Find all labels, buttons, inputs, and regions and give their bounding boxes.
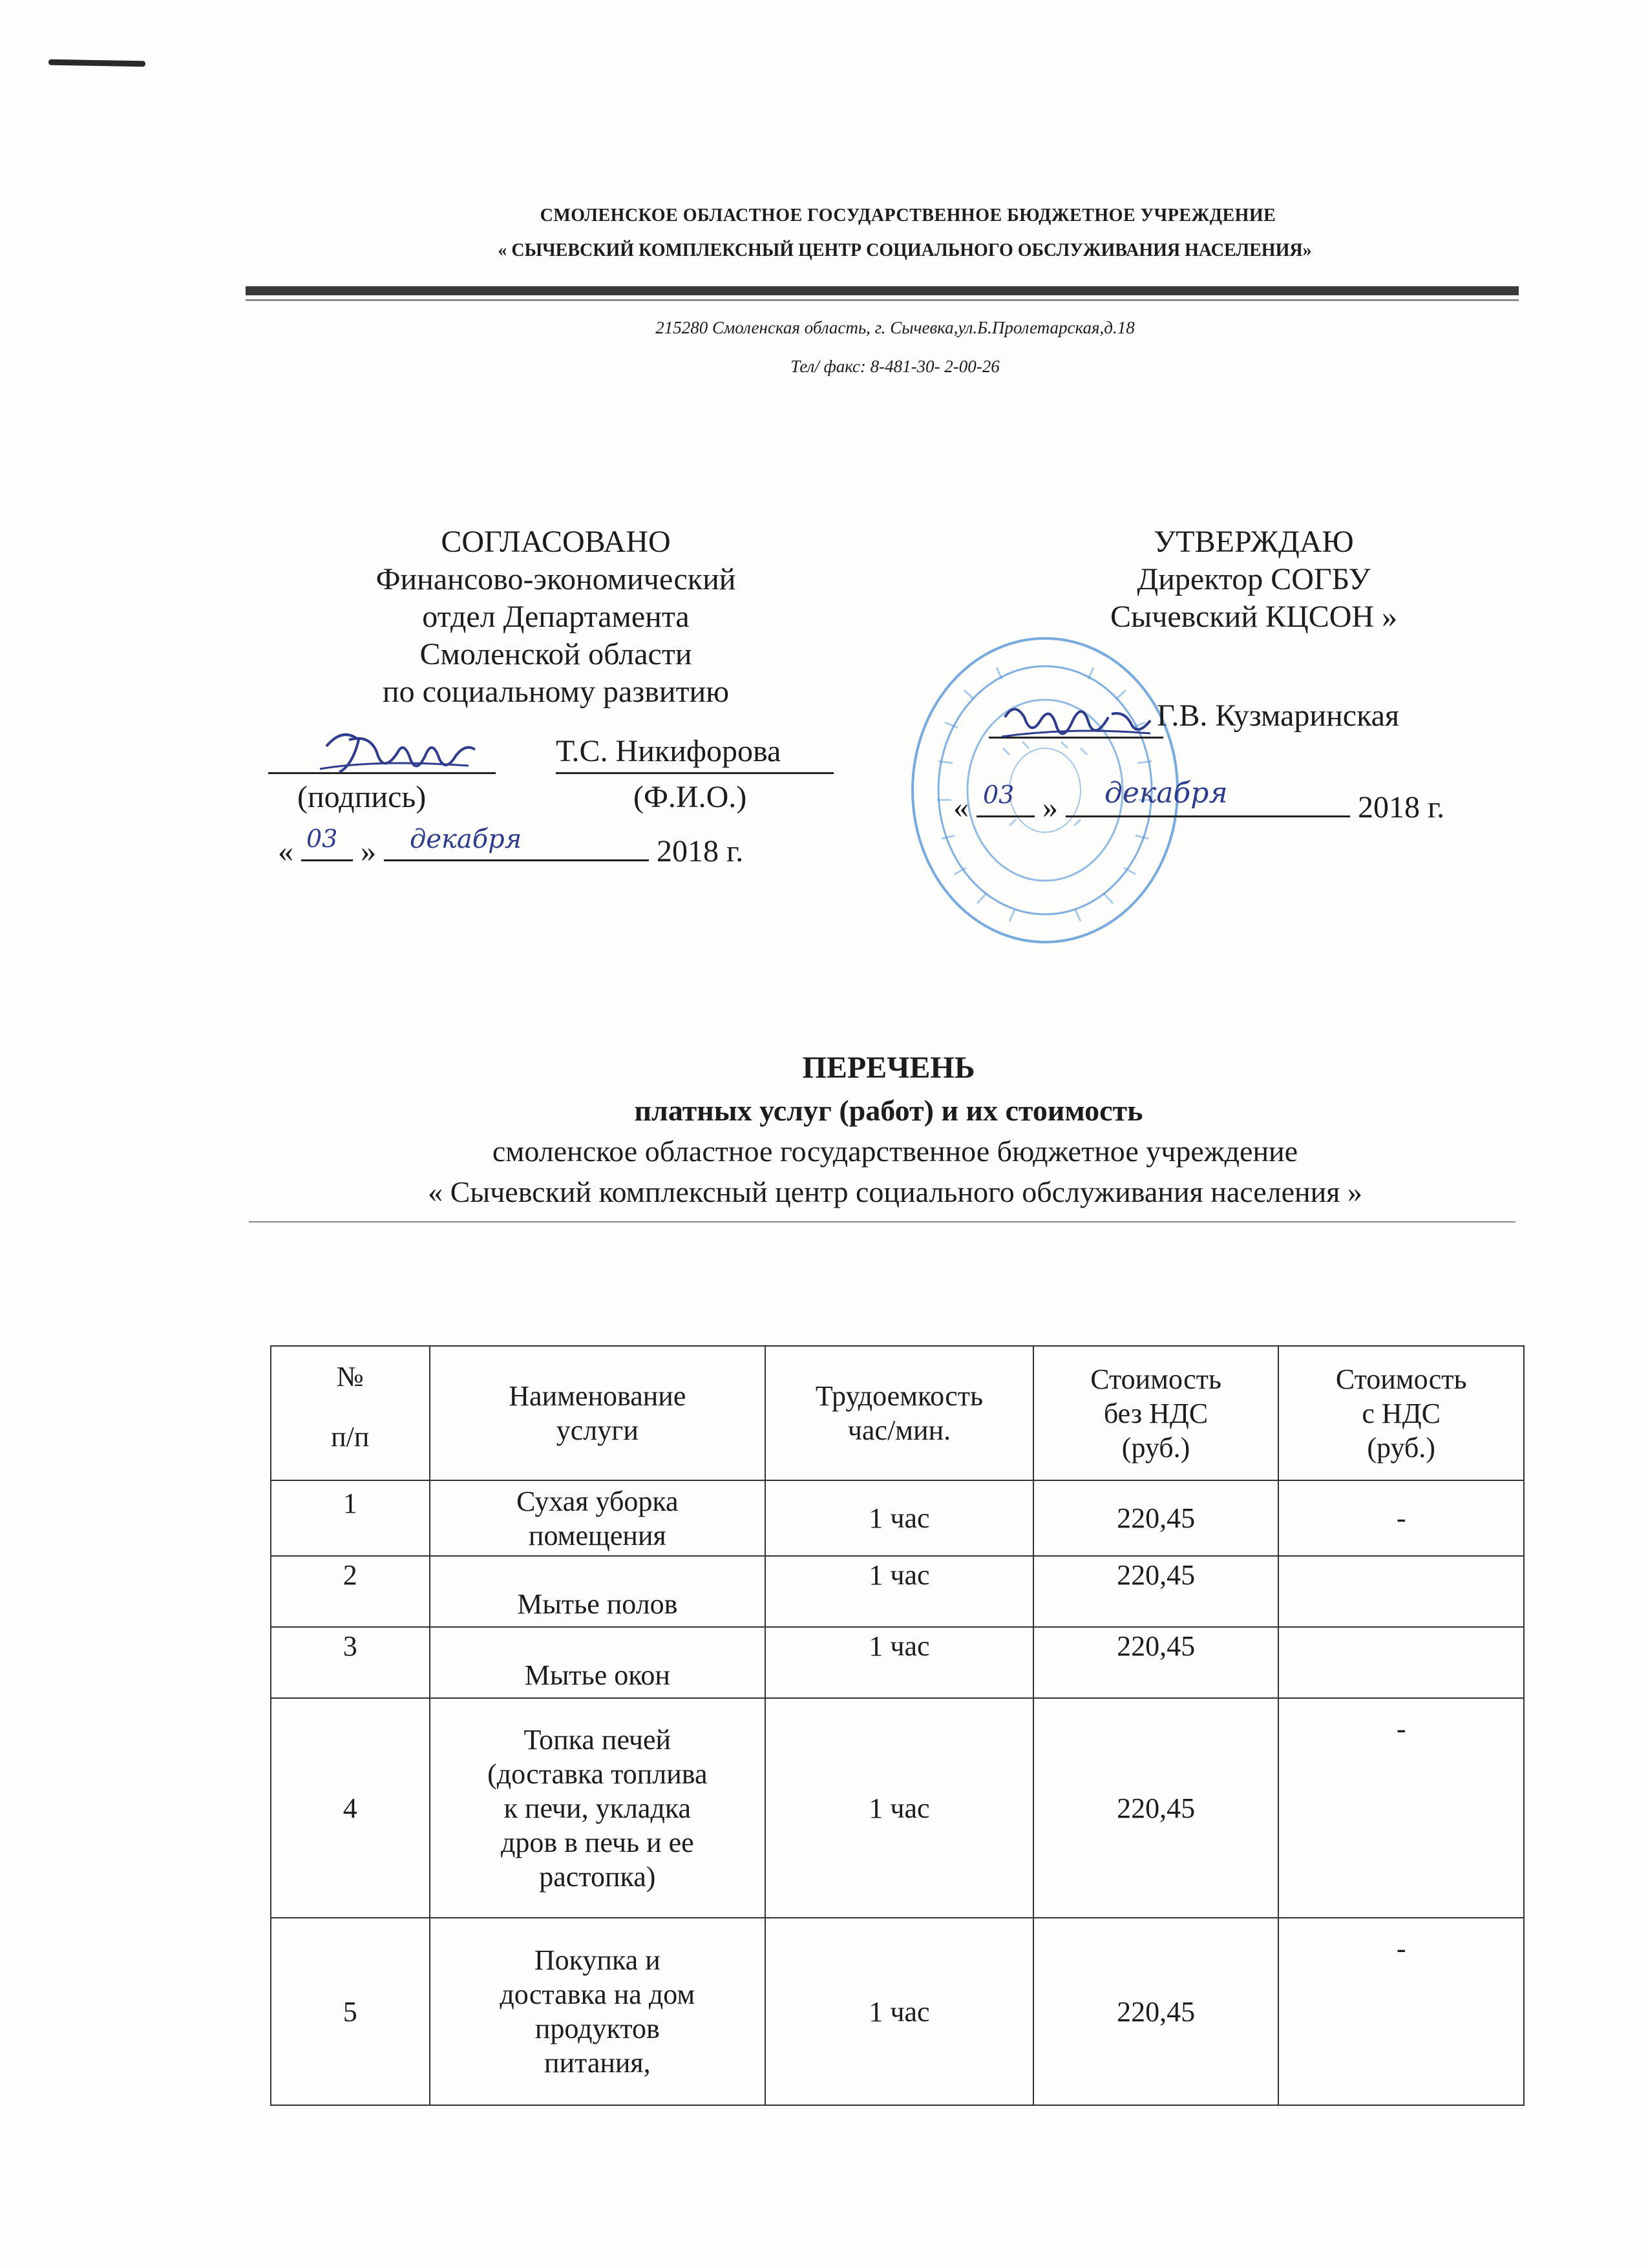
- row-cost: 220,45: [1033, 1556, 1279, 1627]
- approval-right-heading: УТВЕРЖДАЮ: [1154, 525, 1354, 559]
- date-right-year: 2018 г.: [1358, 790, 1445, 824]
- institution-line1: смоленское областное государственное бюджетное учреждение: [492, 1135, 1298, 1168]
- approval-right-date: [953, 777, 1445, 825]
- row-vat: [1278, 1556, 1524, 1627]
- header-rule-thick: [246, 286, 1519, 295]
- header-cost-without-vat: Стоимость без НДС (руб.): [1033, 1346, 1279, 1480]
- approval-left-line4: по социальному развитию: [382, 675, 730, 709]
- approval-left-line1: Финансово-экономический: [375, 562, 736, 596]
- row-cost: 220,45: [1033, 1627, 1279, 1698]
- row-labor: 1 час: [765, 1627, 1033, 1698]
- row-vat: -: [1278, 1480, 1524, 1556]
- approval-left-signature-row: [268, 733, 837, 779]
- corner-mark: [48, 59, 145, 67]
- approval-right-name: Г.В. Кузмаринская: [1157, 698, 1400, 733]
- date-right-day-line: [977, 781, 1035, 817]
- table-row: [271, 1627, 1524, 1698]
- date-right-month: декабря: [1104, 777, 1228, 810]
- table-row: [271, 1556, 1524, 1627]
- date-right-day: 03: [983, 781, 1015, 809]
- row-vat: -: [1278, 1698, 1524, 1918]
- row-cost: 220,45: [1033, 1480, 1279, 1556]
- row-cost: 220,45: [1033, 1698, 1279, 1918]
- table-header-row: [271, 1346, 1524, 1480]
- header-labor: Трудоемкость час/мин.: [765, 1346, 1033, 1480]
- row-number: 4: [271, 1698, 430, 1918]
- row-labor: 1 час: [765, 1918, 1033, 2105]
- row-vat: -: [1278, 1918, 1524, 2105]
- row-cost: 220,45: [1033, 1918, 1279, 2105]
- row-labor: 1 час: [765, 1698, 1033, 1918]
- row-number: 1: [271, 1480, 430, 1556]
- title-rule: [249, 1221, 1516, 1223]
- header-cost-with-vat: Стоимость с НДС (руб.): [1278, 1346, 1524, 1480]
- handwritten-signature-right: [995, 691, 1157, 756]
- org-phone: Тел/ факс: 8-481-30- 2-00-26: [790, 357, 1000, 376]
- org-name-line1: СМОЛЕНСКОЕ ОБЛАСТНОЕ ГОСУДАРСТВЕННОЕ БЮДЖЕТНОЕ УЧРЕЖДЕНИЕ: [540, 205, 1276, 226]
- row-service-name: Сухая уборка помещения: [430, 1480, 766, 1556]
- document-title: ПЕРЕЧЕНЬ: [802, 1051, 975, 1085]
- org-address: 215280 Смоленская область, г. Сычевка,ул.Б.Пролетарская,д.18: [655, 318, 1135, 337]
- header-rule-thin: [246, 299, 1519, 301]
- institution-line2: « Сычевский комплексный центр социального обслуживания населения »: [428, 1175, 1362, 1208]
- org-name-line2: « СЫЧЕВСКИЙ КОМПЛЕКСНЫЙ ЦЕНТР СОЦИАЛЬНОГО ОБСЛУЖИВАНИЯ НАСЕЛЕНИЯ»: [498, 240, 1312, 260]
- row-number: 5: [271, 1918, 430, 2105]
- name-line-left: [556, 772, 834, 774]
- approval-right-line1: Директор СОГБУ: [1137, 562, 1371, 596]
- caption-name: (Ф.И.О.): [633, 780, 747, 814]
- date-left-day-line: [301, 824, 353, 861]
- row-labor: 1 час: [765, 1556, 1033, 1627]
- approval-left-block: [259, 523, 853, 711]
- row-service-name: Топка печей (доставка топлива к печи, укладка дров в печь и ее растопка): [430, 1698, 766, 1918]
- row-service-name: Покупка и доставка на дом продуктов питания,: [430, 1918, 766, 2105]
- approval-left-line3: Смоленской области: [419, 637, 692, 671]
- table-row: [271, 1480, 1524, 1556]
- date-left-month: декабря: [410, 824, 522, 854]
- header-service-name: Наименование услуги: [430, 1346, 766, 1480]
- approval-right-line2: Сычевский КЦСОН »: [1110, 600, 1398, 634]
- table-row: [271, 1918, 1524, 2105]
- approval-left-line2: отдел Департамента: [422, 600, 690, 634]
- date-left-year: 2018 г.: [657, 834, 744, 868]
- header-number: № п/п: [271, 1346, 430, 1480]
- date-left-day: 03: [306, 824, 338, 853]
- row-number: 3: [271, 1627, 430, 1698]
- date-left-month-line: [384, 824, 649, 861]
- approval-left-date: [278, 824, 744, 869]
- date-right-month-line: [1066, 777, 1350, 817]
- document-subtitle: платных услуг (работ) и их стоимость: [634, 1094, 1143, 1127]
- date-left-open-quote: «: [278, 834, 293, 868]
- approval-right-block: [982, 523, 1525, 636]
- approval-left-heading: СОГЛАСОВАНО: [441, 525, 671, 559]
- approval-right-signature-row: [982, 698, 1525, 743]
- approval-left-name: Т.С. Никифорова: [556, 734, 781, 768]
- row-service-name: Мытье окон: [430, 1627, 766, 1698]
- table-row: [271, 1698, 1524, 1918]
- row-labor: 1 час: [765, 1480, 1033, 1556]
- caption-signature: (подпись): [297, 780, 427, 814]
- row-number: 2: [271, 1556, 430, 1627]
- row-service-name: Мытье полов: [430, 1556, 766, 1627]
- date-right-open-quote: «: [953, 790, 969, 824]
- row-vat: [1278, 1627, 1524, 1698]
- services-table: [270, 1345, 1525, 2106]
- date-right-close-quote: »: [1042, 790, 1058, 824]
- date-left-close-quote: »: [361, 834, 376, 868]
